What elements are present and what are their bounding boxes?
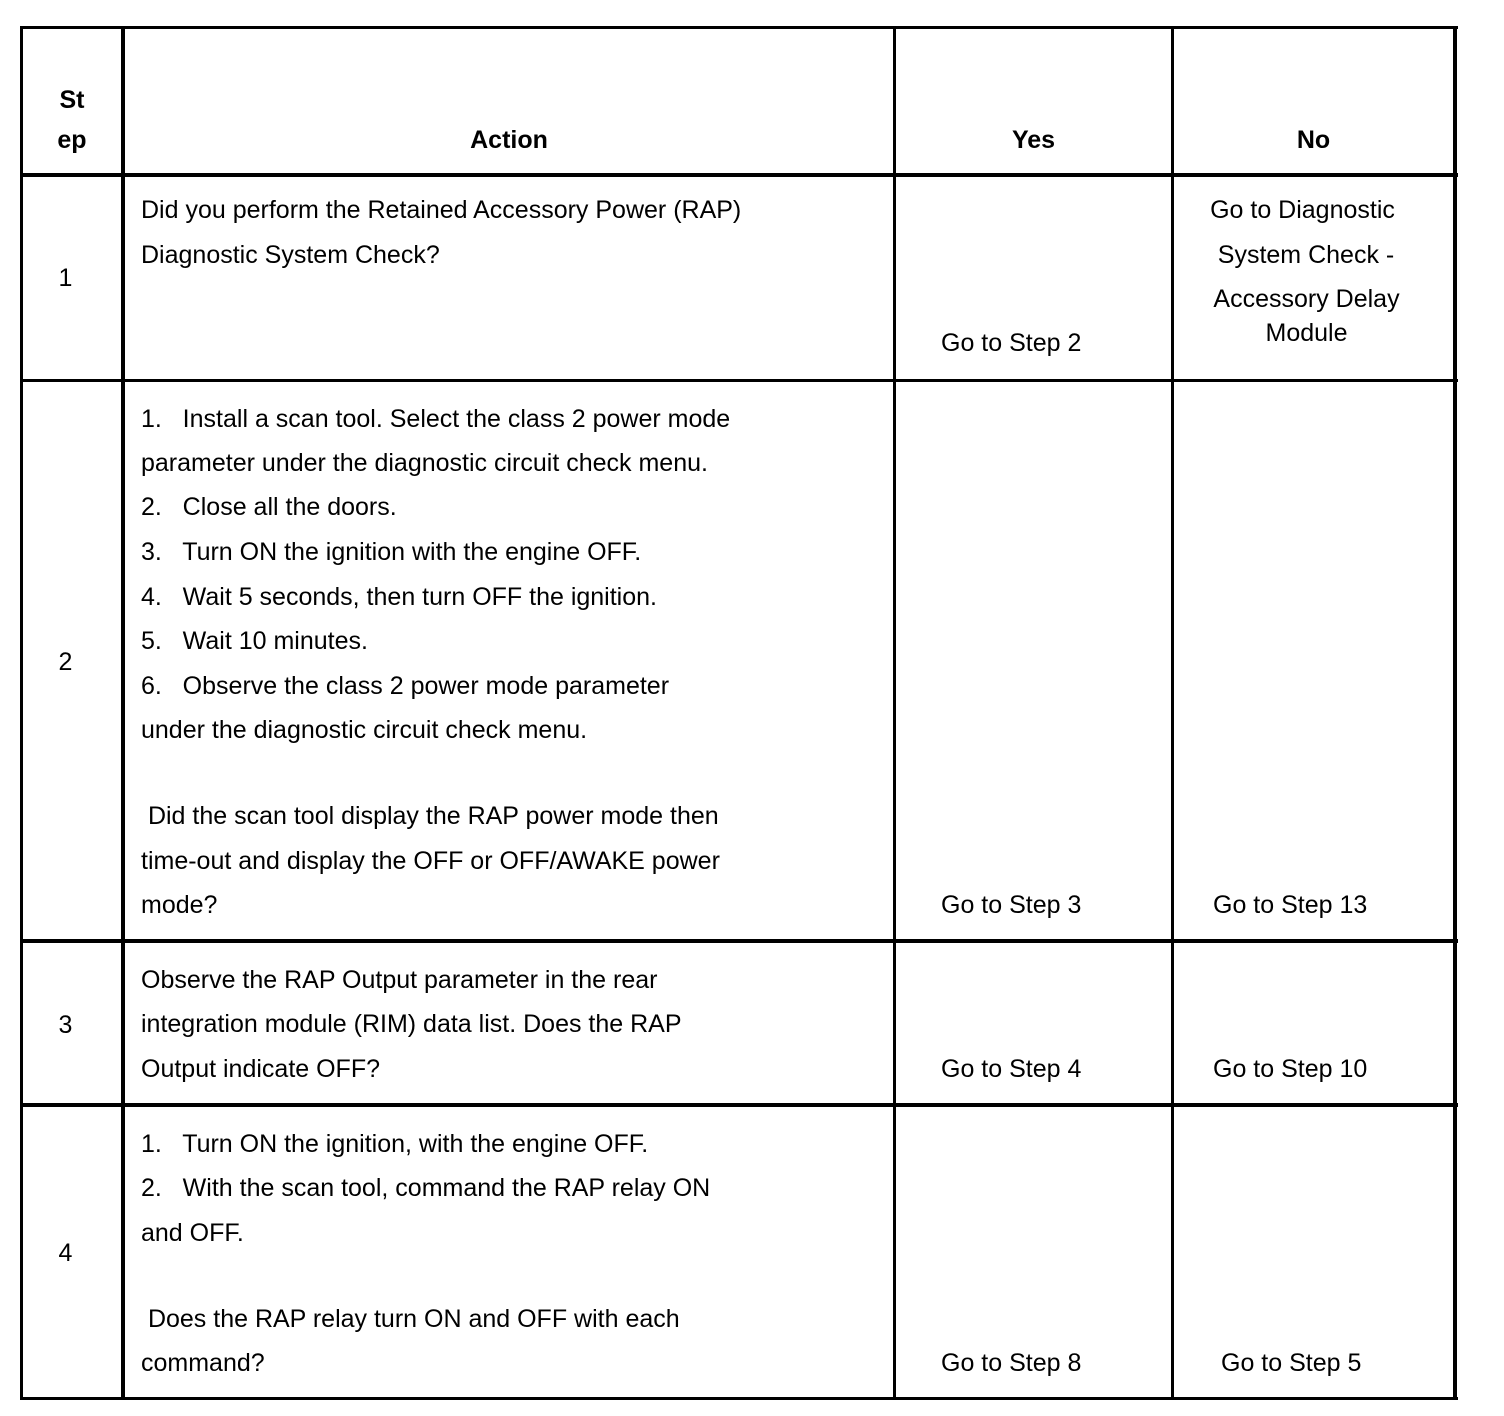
table-border-right — [1453, 26, 1457, 1400]
row-4-action-line-4: Does the RAP relay turn ON and OFF with each — [141, 1305, 680, 1333]
row-2-action-line-9: Did the scan tool display the RAP power mode then — [141, 802, 719, 830]
row-divider-2 — [20, 939, 1458, 943]
header-step-line-1: St — [59, 86, 85, 114]
row-4-no: Go to Step 5 — [1221, 1349, 1362, 1377]
row-3-action-line-2: integration module (RIM) data list. Does the RAP — [141, 1010, 682, 1038]
row-3-yes: Go to Step 4 — [941, 1055, 1082, 1083]
row-2-step: 2 — [58, 648, 73, 676]
row-2-action-line-11: mode? — [141, 891, 218, 919]
row-4-step: 4 — [58, 1239, 73, 1267]
row-4-yes: Go to Step 8 — [941, 1349, 1082, 1377]
table-border-top — [20, 26, 1458, 29]
row-3-no: Go to Step 10 — [1213, 1055, 1368, 1083]
row-1-step: 1 — [58, 264, 73, 292]
row-2-action-line-3: 2. Close all the doors. — [141, 493, 397, 521]
table-border-bottom — [20, 1397, 1458, 1400]
row-3-action-line-3: Output indicate OFF? — [141, 1055, 381, 1083]
row-4-action-line-1: 1. Turn ON the ignition, with the engine OFF. — [141, 1130, 649, 1158]
row-divider-1 — [20, 379, 1458, 382]
table-border-left — [20, 26, 23, 1400]
row-1-no-line-1: Go to Diagnostic — [1210, 196, 1395, 224]
header-yes: Yes — [1011, 126, 1056, 154]
header-step-line-2: ep — [57, 126, 87, 154]
row-2-action-line-10: time-out and display the OFF or OFF/AWAKE power — [141, 847, 720, 875]
row-1-action-line-1: Did you perform the Retained Accessory Power (RAP) — [141, 196, 742, 224]
row-2-yes: Go to Step 3 — [941, 891, 1082, 919]
row-4-action-line-3: and OFF. — [141, 1219, 244, 1247]
row-divider-3 — [20, 1103, 1458, 1107]
header-step — [23, 80, 121, 160]
row-1-action-line-2: Diagnostic System Check? — [141, 241, 440, 269]
column-divider-action — [893, 26, 896, 1400]
row-2-no: Go to Step 13 — [1213, 891, 1368, 919]
column-divider-step — [121, 26, 125, 1400]
row-4-action-line-5: command? — [141, 1349, 265, 1377]
row-3-action-line-1: Observe the RAP Output parameter in the rear — [141, 966, 658, 994]
row-2-action-line-2: parameter under the diagnostic circuit check menu. — [141, 449, 708, 477]
row-2-action-line-8: under the diagnostic circuit check menu. — [141, 716, 588, 744]
header-action: Action — [470, 126, 548, 154]
row-1-no-line-2: System Check - — [1217, 241, 1395, 269]
row-4-action-line-2: 2. With the scan tool, command the RAP relay ON — [141, 1174, 711, 1202]
row-3-step: 3 — [58, 1011, 73, 1039]
header-no: No — [1296, 126, 1331, 154]
row-2-action-line-4: 3. Turn ON the ignition with the engine OFF. — [141, 538, 642, 566]
row-1-no-line-4: Module — [1265, 319, 1348, 347]
row-1-yes: Go to Step 2 — [941, 329, 1082, 357]
header-row-divider — [20, 173, 1458, 177]
row-2-action-line-7: 6. Observe the class 2 power mode parameter — [141, 672, 670, 700]
row-2-action-line-6: 5. Wait 10 minutes. — [141, 627, 368, 655]
row-2-action-line-1: 1. Install a scan tool. Select the class 2 power mode — [141, 405, 731, 433]
row-2-action-line-5: 4. Wait 5 seconds, then turn OFF the ignition. — [141, 583, 657, 611]
row-1-no-line-3: Accessory Delay — [1213, 285, 1400, 313]
